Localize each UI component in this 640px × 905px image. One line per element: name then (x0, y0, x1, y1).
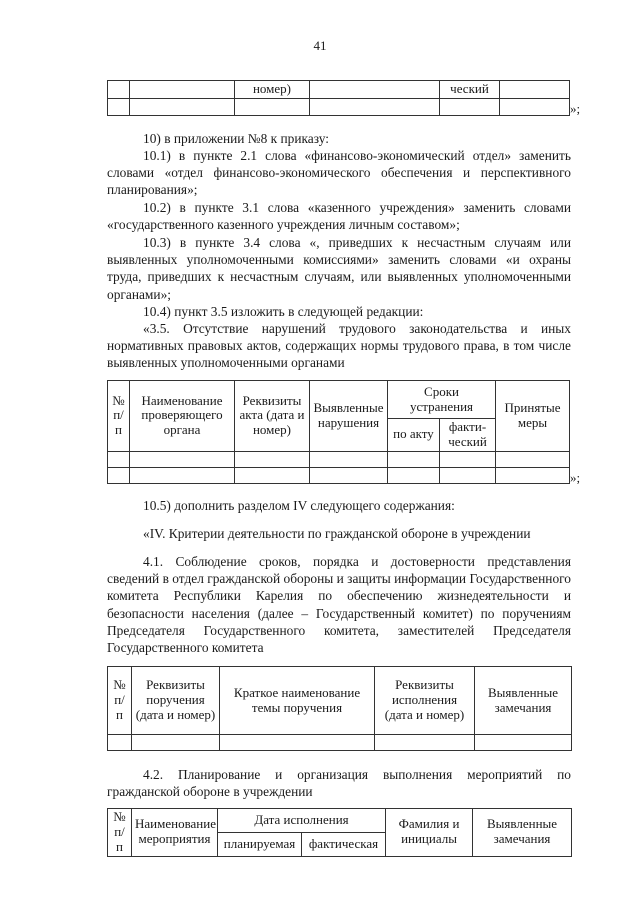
table-cell (440, 98, 500, 115)
paragraph-4-2: 4.2. Планирование и организация выполнения мероприятий по гражданской обороне в учреждении (107, 767, 571, 800)
table-cell (310, 98, 440, 115)
header-cell-remarks: Выявленные замечания (475, 667, 572, 735)
header-cell-actual: факти- ческий (440, 419, 496, 452)
table-cell (130, 81, 235, 99)
paragraph-10-5: 10.5) дополнить разделом IV следующего содержания: (143, 498, 455, 513)
page-number: 41 (313, 38, 327, 53)
header-cell-person: Фамилия и инициалы (386, 809, 473, 857)
header-cell-planned: планируемая (218, 832, 302, 856)
violations-table (107, 380, 570, 484)
header-cell-terms: Сроки устранения (388, 381, 496, 419)
header-cell-topic: Краткое наименование темы поручения (220, 667, 375, 735)
table-cell (108, 98, 130, 115)
table-header-row (108, 667, 572, 735)
closing-quote: »; (570, 470, 581, 485)
paragraph-3-5: «3.5. Отсутствие нарушений трудового законодательства и иных нормативных правовых актов, содержащих нормы трудового права, в том числе выявленных уполномоченными органами (107, 321, 571, 371)
table-cell (130, 98, 235, 115)
table-row (108, 451, 570, 467)
header-cell-execution-details: Реквизиты исполнения (дата и номер) (375, 667, 475, 735)
table-row (108, 98, 570, 115)
paragraph-10-3: 10.3) в пункте 3.4 слова «, приведших к несчастным случаям или выявленных уполномоченными комиссиями» заменить словами «и охраны труда, приведших к несчастным случаям, или выявленных уполномоченными органами»; (107, 235, 571, 302)
table-row (108, 467, 570, 483)
table-cell: ческий (440, 81, 500, 99)
table-row (108, 81, 570, 99)
header-cell-number: № п/п (108, 667, 132, 735)
table-cell (310, 81, 440, 99)
header-cell-violations: Выявленные нарушения (310, 381, 388, 452)
paragraph-10-2: 10.2) в пункте 3.1 слова «казенного учреждения» заменить словами «государственного казенного учреждения личным составом»; (107, 200, 571, 233)
table-cell: номер) (235, 81, 310, 99)
table-cell (108, 81, 130, 99)
table-header-row (108, 809, 572, 833)
header-cell-activity-name: Наименование мероприятия (132, 809, 218, 857)
paragraph-10-4: 10.4) пункт 3.5 изложить в следующей редакции: (143, 304, 424, 319)
header-cell-inspecting-body: Наименование проверяющего органа (130, 381, 235, 452)
paragraph-10-1: 10.1) в пункте 2.1 слова «финансово-экономический отдел» заменить словами «отдел финансово-экономического обеспечения и перспективного планирования»; (107, 148, 571, 198)
activities-table (107, 808, 572, 857)
closing-quote: »; (570, 101, 581, 116)
header-cell-by-act: по акту (388, 419, 440, 452)
table-row (108, 735, 572, 751)
table-cell (500, 98, 570, 115)
header-cell-remarks: Выявленные замечания (473, 809, 572, 857)
header-cell-act-details: Реквизиты акта (дата и номер) (235, 381, 310, 452)
header-cell-date: Дата исполнения (218, 809, 386, 833)
table-cell (500, 81, 570, 99)
header-cell-actual: фактическая (302, 832, 386, 856)
paragraph-10: 10) в приложении №8 к приказу: (143, 131, 329, 146)
header-cell-number: № п/п (108, 381, 130, 452)
table-continuation (107, 80, 570, 116)
paragraph-4-1: 4.1. Соблюдение сроков, порядка и достоверности представления сведений в отдел гражданской обороны и защиты информации Государственного комитета Республики Карелия по обеспечению жизнедеятельности и безопасности населения (далее – Государственный комитет) по поручениям Председателя Государственного комитета, заместителей Председателя Государственного комитета (107, 554, 571, 656)
section-4-heading: «IV. Критерии деятельности по гражданской обороне в учреждении (143, 526, 531, 541)
assignments-table (107, 666, 572, 751)
header-cell-measures: Принятые меры (496, 381, 570, 452)
header-cell-number: № п/п (108, 809, 132, 857)
header-cell-assignment-details: Реквизиты поручения (дата и номер) (132, 667, 220, 735)
table-cell (235, 98, 310, 115)
table-header-row (108, 381, 570, 419)
